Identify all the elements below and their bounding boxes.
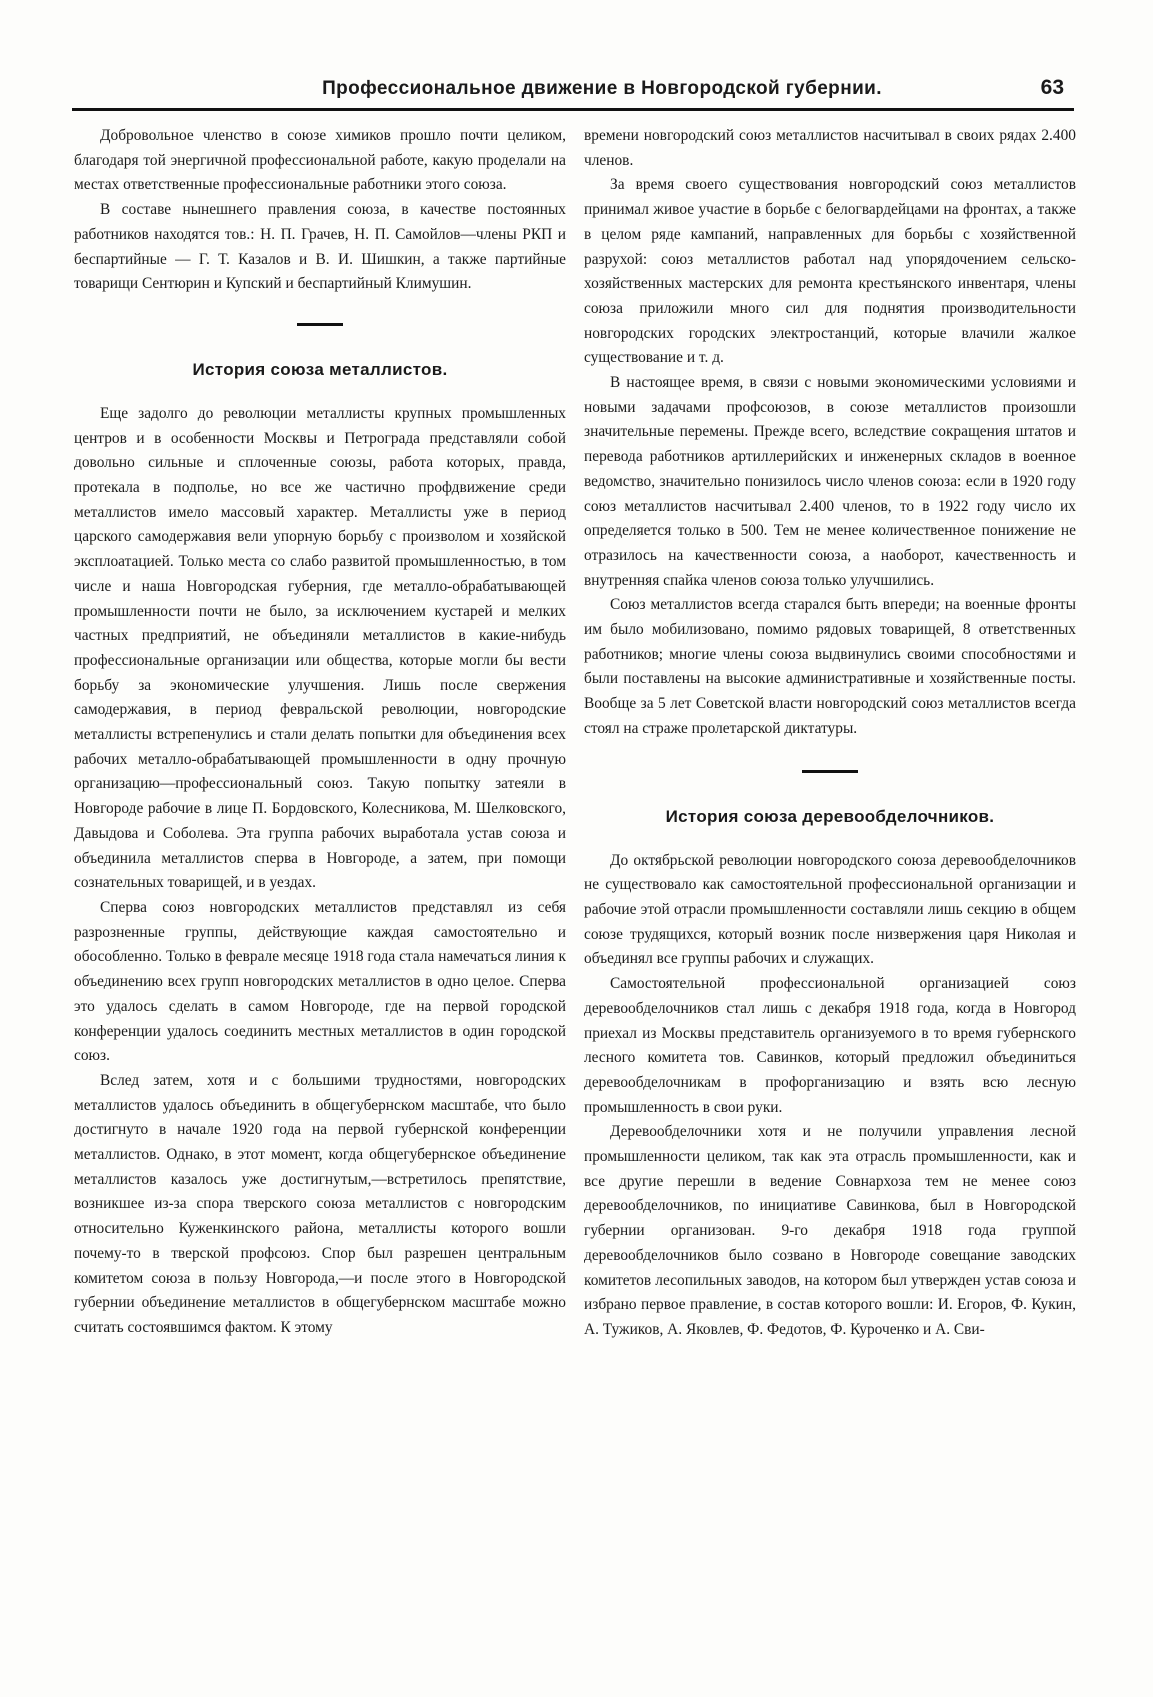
paragraph: В настоящее время, в связи с новыми экономическими условиями и новыми задачами профсоюзов, в союзе металлистов произошли значительные перемены. Прежде всего, вследствие сокращения штатов и перевода работников артиллерийских и инженерных складов в военное ведомство, значительно понизилось число членов союза: если в 1920 году союз металлистов насчитывал 2.400 членов, то в 1922 году число их определяется только в 500. Тем не менее количественное понижение не отразилось на качественности союза, а наоборот, качественность и внутренняя спайка членов союза только улучшились.: [584, 374, 1076, 589]
running-header-title: Профессиональное движение в Новгородской губернии.: [322, 78, 882, 99]
section-title: История союза металлистов.: [192, 359, 448, 379]
left-column: [74, 124, 566, 1341]
paragraph: До октябрьской революции новгородского союза деревообделочников не существовало как самостоятельной профессиональной организации и рабочие этой отрасли промышленности составляли лишь секцию в общем союзе трудящихся, который возник после низвержения царя Николая и объединял все группы рабочих и служащих.: [584, 851, 1076, 968]
page-number: 63: [1040, 76, 1064, 99]
paragraph: Вслед затем, хотя и с большими трудностями, новгородских металлистов удалось объединить в общегубернском масштабе, что было достигнуто в начале 1920 года на первой губернской конференции металлистов. Однако, в этот момент, когда общегубернское объединение металлистов казалось уже достигнутым,—встретилось препятствие, возникшее из-за спора тверского союза металлистов с новгородским относительно Куженкинского района, металлисты которого вошли почему-то в тверской профсоюз. Спор был разрешен центральным комитетом союза в пользу Новгорода,—и после этого в Новгородской губернии объединение металлистов в общегубернском масштабе можно считать состоявшимся фактом. К этому: [74, 1071, 566, 1336]
paragraph: Союз металлистов всегда старался быть впереди; на военные фронты им было мобилизовано, помимо рядовых товарищей, 8 ответственных работников; многие члены союза выдвинулись своими способностями и были поставлены на высокие административные и хозяйственные посты. Вообще за 5 лет Советской власти новгородский союз металлистов всегда стоял на страже пролетарской диктатуры.: [584, 596, 1076, 737]
paragraph: Добровольное членство в союзе химиков прошло почти целиком, благодаря той энергичной профессиональной работе, какую проделали на местах ответственные профессиональные работники этого союза.: [74, 127, 566, 194]
paragraph: В составе нынешнего правления союза, в качестве постоянных работников находятся тов.: Н. П. Грачев, Н. П. Самойлов—члены РКП и беспартийные — Г. Т. Казалов и В. И. Шишкин, а также партийные товарищи Сентюрин и Купский и беспартийный Климушин.: [74, 201, 566, 293]
paragraph: За время своего существования новгородский союз металлистов принимал живое участие в борьбе с белогвардейцами на фронтах, а также в целом ряде кампаний, направленных для борьбы с хозяйственной разрухой: союз металлистов работал над упорядочением сельско-хозяйственных мастерских для ремонта крестьянского инвентаря, члены союза приложили много сил для поднятия производительности новгородских городских электростанций, которые влачили жалкое существование и т. д.: [584, 176, 1076, 367]
paragraph: Еще задолго до революции металлисты крупных промышленных центров и в особенности Москвы и Петрограда представляли собой довольно сильные и сплоченные союзы, работа которых, правда, протекала в подполье, но все же частично профдвижение среди металлистов имело массовый характер. Металлисты уже в период царского самодержавия вели упорную борьбу с произволом и хозяйской эксплоатацией. Только места со слабо развитой промышленностью, в том числе и наша Новгородская губерния, где металло-обрабатывающей промышленности почти не было, за исключением кустарей и мелких частных предприятий, не объединяли металлистов в какие-нибудь профессиональные организации или общества, которые могли бы вести борьбу за экономические улучшения. Лишь после свержения самодержавия, в период февральской революции, новгородские металлисты встрепенулись и стали делать попытки для объединения всех рабочих металло-обрабатывающей промышленности в одну прочную организацию—профессиональный союз. Такую попытку затеяли в Новгороде рабочие в лице П. Бордовского, Колесникова, М. Шелковского, Давыдова и Соболева. Эта группа рабочих выработала устав союза и объединила металлистов сперва в Новгороде, а затем, при помощи сознательных товарищей, и в уездах.: [74, 404, 566, 892]
section-divider: [802, 770, 858, 773]
paragraph: Сперва союз новгородских металлистов представлял из себя разрозненные группы, действующие каждая самостоятельно и обособленно. Только в феврале месяце 1918 года стала намечаться линия к объединению всех групп новгородских металлистов в одно целое. Сперва это удалось сделать в самом Новгороде, где на первой городской конференции удалось соединить местных металлистов в один городской союз.: [74, 898, 566, 1065]
paragraph: времени новгородский союз металлистов насчитывал в своих рядах 2.400 членов.: [584, 127, 1076, 169]
header-rule: [72, 108, 1074, 111]
running-header: [72, 72, 1074, 112]
section-divider: [297, 323, 343, 326]
section-title: История союза деревообделочников.: [665, 806, 995, 826]
paragraph: Деревообделочники хотя и не получили управления лесной промышленности целиком, так как эта отрасль промышленности, как и все другие перешли в ведение Совнархоза тем не менее союз деревообделочников, по инициативе Савинкова, был в Новгородской губернии организован. 9-го декабря 1918 года группой деревообделочников было созвано в Новгороде совещание заводских комитетов лесопильных заводов, на котором был утвержден устав союза и избрано первое правление, в состав которого вошли: И. Егоров, Ф. Кукин, А. Тужиков, А. Яковлев, Ф. Федотов, Ф. Куроченко и А. Сви-: [584, 1123, 1076, 1338]
right-column: [584, 124, 1076, 1343]
paragraph: Самостоятельной профессиональной организацией союз деревообделочников стал лишь с декабря 1918 года, когда в Новгород приехал из Москвы представитель организуемого в то время губернского лесного комитета тов. Савинков, который предложил объединиться деревообделочникам в профорганизацию и взять всю лесную промышленность в свои руки.: [584, 975, 1076, 1116]
